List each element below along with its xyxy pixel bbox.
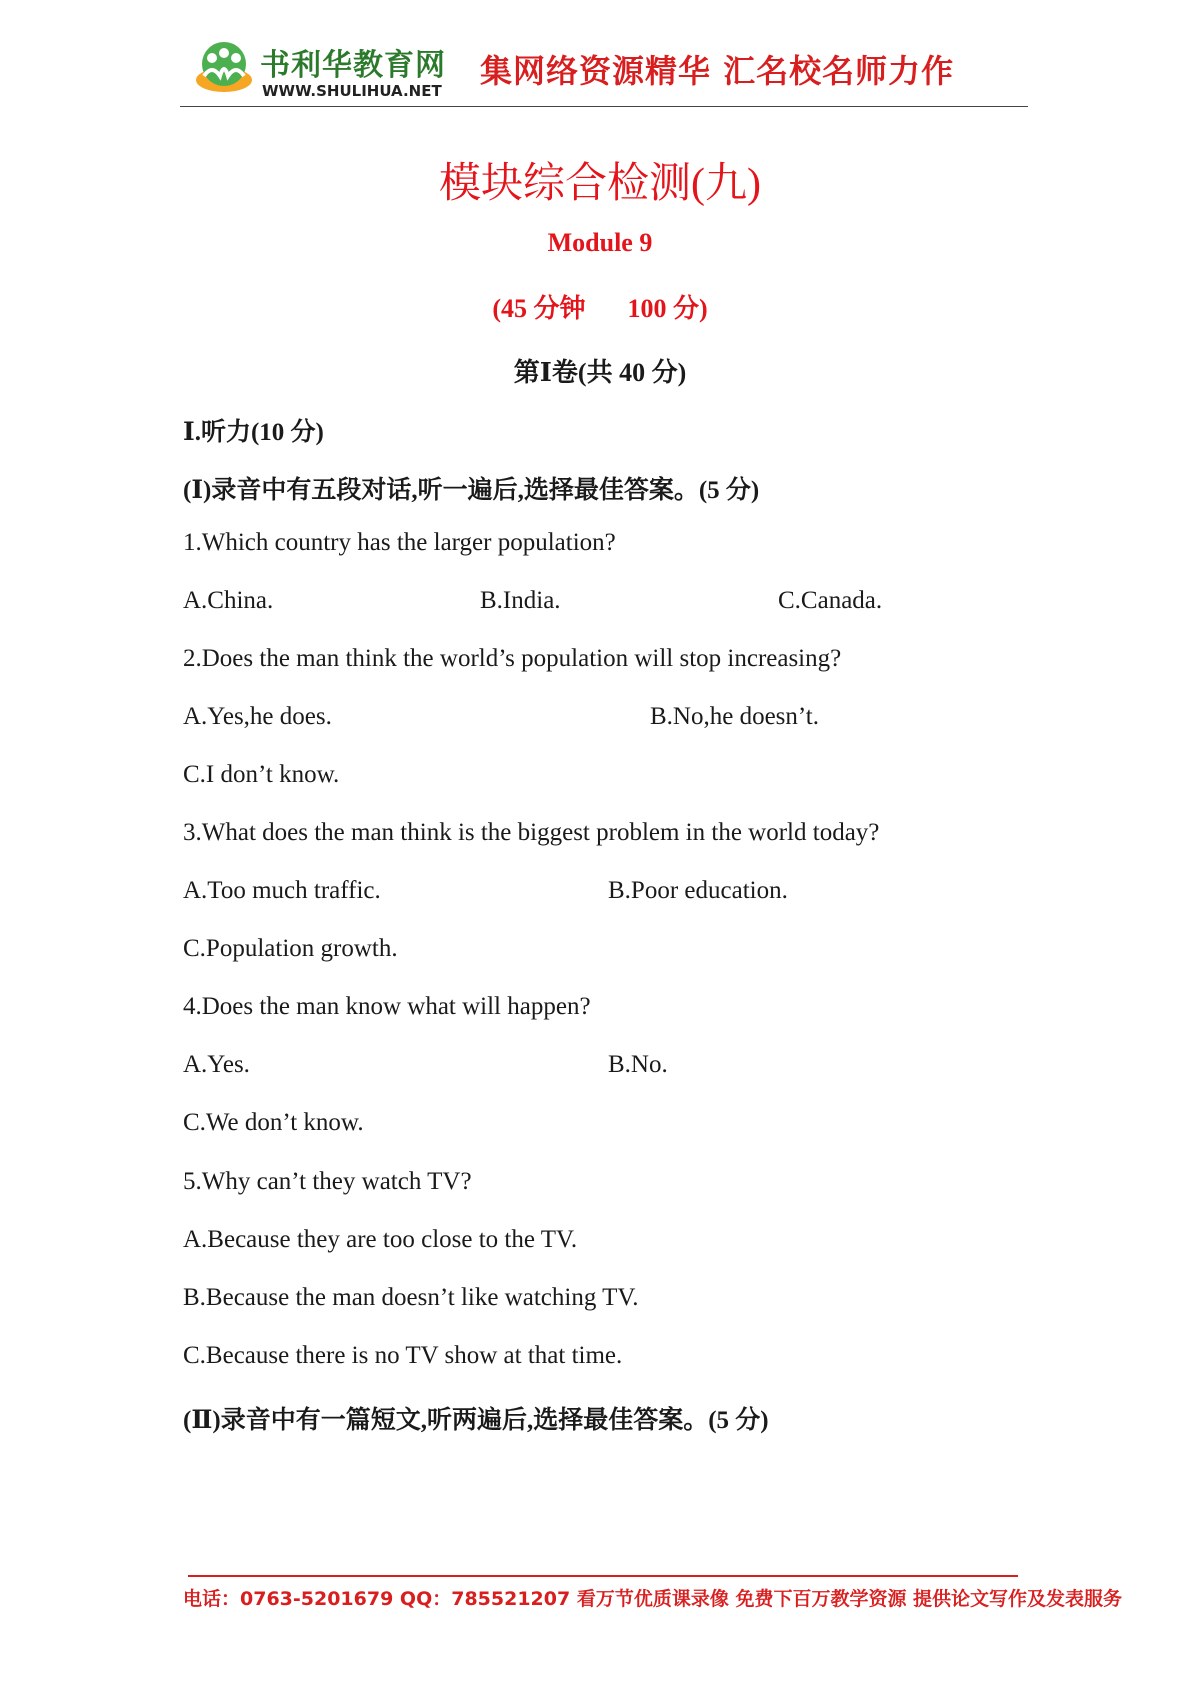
q1-option-b: B.India.	[480, 587, 561, 614]
sub-heading-1: (Ⅰ)录音中有五段对话,听一遍后,选择最佳答案。(5 分)	[183, 477, 760, 504]
logo-icon	[194, 36, 254, 96]
slogan: 集网络资源精华 汇名校名师力作	[480, 52, 955, 90]
part-heading: 第Ⅰ卷(共 40 分)	[513, 358, 687, 387]
q2-option-a: A.Yes,he does.	[183, 703, 332, 730]
module-subtitle: Module 9	[547, 228, 653, 257]
header-divider	[180, 106, 1028, 107]
total-score: 100 分)	[627, 294, 708, 323]
q3-option-c: C.Population growth.	[183, 935, 398, 962]
q2-option-b: B.No,he doesn’t.	[650, 703, 819, 730]
brand-name: 书利华教育网	[260, 48, 446, 83]
section-heading: Ⅰ.听力(10 分)	[183, 419, 324, 446]
footer-contact: 电话：0763-5201679 QQ：785521207 看万节优质课录像 免费下百万教学资源 提供论文写作及发表服务	[183, 1588, 1123, 1610]
q5-option-a: A.Because they are too close to the TV.	[183, 1226, 578, 1253]
q1-option-a: A.China.	[183, 587, 274, 614]
question-2: 2.Does the man think the world’s population will stop increasing?	[183, 645, 842, 672]
question-3: 3.What does the man think is the biggest problem in the world today?	[183, 819, 880, 846]
q1-option-c: C.Canada.	[778, 587, 883, 614]
q4-option-c: C.We don’t know.	[183, 1109, 364, 1136]
sub-heading-2: (Ⅱ)录音中有一篇短文,听两遍后,选择最佳答案。(5 分)	[183, 1407, 769, 1434]
question-4: 4.Does the man know what will happen?	[183, 993, 591, 1020]
q5-option-b: B.Because the man doesn’t like watching TV.	[183, 1284, 639, 1311]
brand-url: WWW.SHULIHUA.NET	[262, 82, 442, 100]
site-header	[180, 28, 1030, 108]
question-1: 1.Which country has the larger population?	[183, 529, 616, 556]
q3-option-a: A.Too much traffic.	[183, 877, 381, 904]
q2-option-c: C.I don’t know.	[183, 761, 340, 788]
page-title: 模块综合检测(九)	[439, 161, 761, 207]
time-and-score	[0, 288, 1200, 325]
time-limit: (45 分钟	[492, 294, 586, 323]
q4-option-b: B.No.	[608, 1051, 668, 1078]
question-5: 5.Why can’t they watch TV?	[183, 1168, 472, 1195]
q3-option-b: B.Poor education.	[608, 877, 788, 904]
q4-option-a: A.Yes.	[183, 1051, 250, 1078]
footer-divider	[188, 1575, 1018, 1577]
q5-option-c: C.Because there is no TV show at that time.	[183, 1342, 623, 1369]
